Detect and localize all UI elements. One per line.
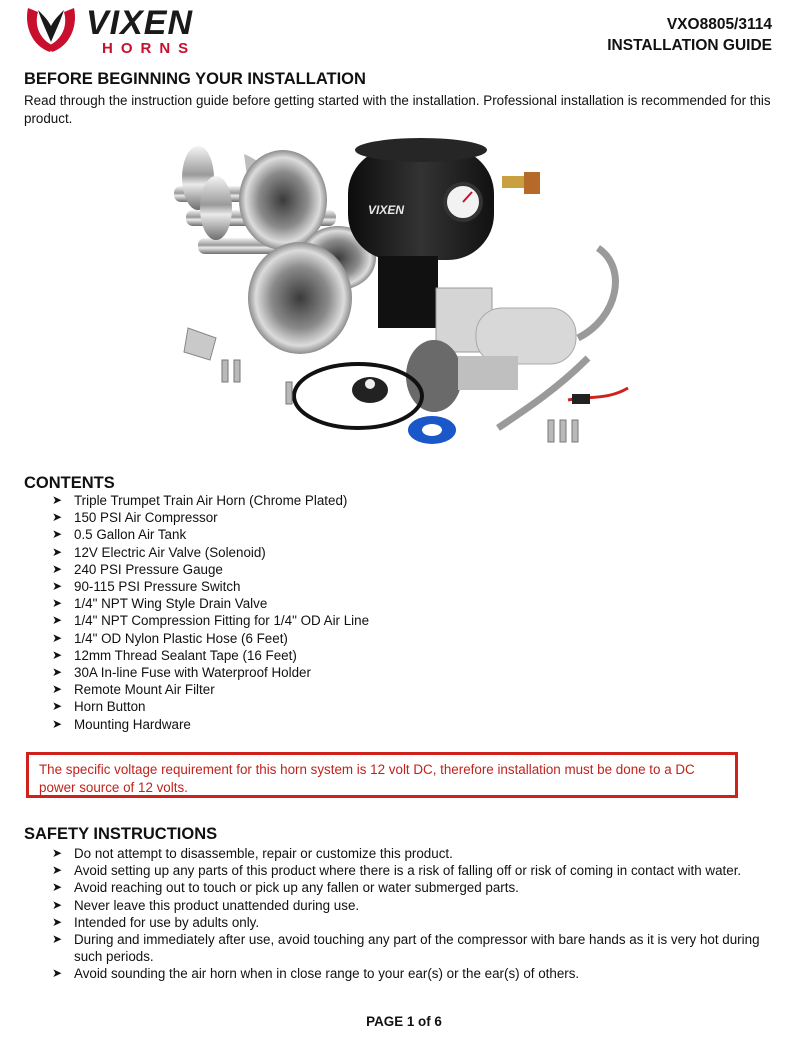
list-item: ➤ 0.5 Gallon Air Tank	[52, 527, 187, 543]
safety-list	[52, 845, 772, 983]
tank-label: VIXEN	[368, 203, 405, 217]
page-header	[0, 0, 808, 62]
list-item: ➤ 1/4" OD Nylon Plastic Hose (6 Feet)	[52, 630, 288, 646]
vixen-horns-logo	[24, 2, 240, 56]
arrow-bullet-icon: ➤	[52, 647, 63, 662]
list-item: ➤ Horn Button	[52, 699, 146, 715]
list-item: ➤ Never leave this product unattended during use.	[52, 897, 360, 913]
doc-type: INSTALLATION GUIDE	[607, 37, 772, 54]
arrow-bullet-icon: ➤	[52, 665, 63, 680]
list-item: ➤ 1/4" NPT Compression Fitting for 1/4" OD Air Line	[52, 613, 370, 629]
voltage-warning-box	[26, 752, 738, 798]
list-item: ➤ 12V Electric Air Valve (Solenoid)	[52, 544, 266, 560]
train-horn	[174, 146, 376, 354]
list-item: ➤ 240 PSI Pressure Gauge	[52, 561, 223, 577]
list-item: ➤ Avoid setting up any parts of this product where there is a risk of falling off or risk of coming in contact with water.	[52, 863, 742, 879]
arrow-bullet-icon: ➤	[52, 932, 63, 947]
list-item: ➤ During and immediately after use, avoid touching any part of the compressor with bare hands as it is very hot during such periods.	[52, 932, 760, 965]
list-item: ➤ Do not attempt to disassemble, repair or customize this product.	[52, 846, 453, 861]
list-item: ➤ Remote Mount Air Filter	[52, 682, 215, 698]
arrow-bullet-icon: ➤	[52, 596, 63, 611]
before-heading: BEFORE BEGINNING YOUR INSTALLATION	[24, 70, 366, 88]
arrow-bullet-icon: ➤	[52, 897, 63, 912]
list-item: ➤ 12mm Thread Sealant Tape (16 Feet)	[52, 647, 297, 663]
arrow-bullet-icon: ➤	[52, 966, 63, 981]
list-item: ➤ Intended for use by adults only.	[52, 914, 260, 930]
before-text: Read through the instruction guide before getting started with the installation. Professional installation is recommended for this product.	[24, 93, 771, 126]
arrow-bullet-icon: ➤	[52, 914, 63, 929]
logo-brand-vixen: VIXEN	[86, 4, 194, 42]
list-item: ➤ Triple Trumpet Train Air Horn (Chrome Plated)	[52, 493, 348, 508]
list-item: ➤ Mounting Hardware	[52, 716, 191, 732]
voltage-warning-text: The specific voltage requirement for this horn system is 12 volt DC, therefore installation must be done to a DC power source of 12 volts.	[39, 762, 695, 795]
arrow-bullet-icon: ➤	[52, 863, 63, 878]
list-item: ➤ Avoid reaching out to touch or pick up any fallen or water submerged parts.	[52, 880, 519, 896]
arrow-bullet-icon: ➤	[52, 716, 63, 731]
arrow-bullet-icon: ➤	[52, 510, 63, 525]
document-id	[607, 14, 772, 56]
arrow-bullet-icon: ➤	[52, 613, 63, 628]
arrow-bullet-icon: ➤	[52, 561, 63, 576]
page-number: PAGE 1 of 6	[366, 1014, 442, 1029]
arrow-bullet-icon: ➤	[52, 699, 63, 714]
contents-heading: CONTENTS	[24, 474, 115, 492]
arrow-bullet-icon: ➤	[52, 846, 63, 860]
arrow-bullet-icon: ➤	[52, 880, 63, 895]
list-item: ➤ 150 PSI Air Compressor	[52, 510, 218, 526]
list-item: ➤ 1/4" NPT Wing Style Drain Valve	[52, 596, 268, 612]
arrow-bullet-icon: ➤	[52, 527, 63, 542]
product-kit-image	[158, 138, 638, 468]
doc-number: VXO8805/3114	[666, 16, 772, 33]
arrow-bullet-icon: ➤	[52, 630, 63, 645]
list-item: ➤ 90-115 PSI Pressure Switch	[52, 579, 241, 595]
safety-heading: SAFETY INSTRUCTIONS	[24, 825, 218, 843]
list-item: ➤ Avoid sounding the air horn when in close range to your ear(s) or the ear(s) of others.	[52, 966, 580, 982]
list-item: ➤ 30A In-line Fuse with Waterproof Holder	[52, 665, 311, 681]
arrow-bullet-icon: ➤	[52, 493, 63, 507]
contents-list	[52, 492, 369, 733]
arrow-bullet-icon: ➤	[52, 682, 63, 697]
arrow-bullet-icon: ➤	[52, 544, 63, 559]
logo-brand-horns: HORNS	[102, 40, 197, 56]
arrow-bullet-icon: ➤	[52, 579, 63, 594]
